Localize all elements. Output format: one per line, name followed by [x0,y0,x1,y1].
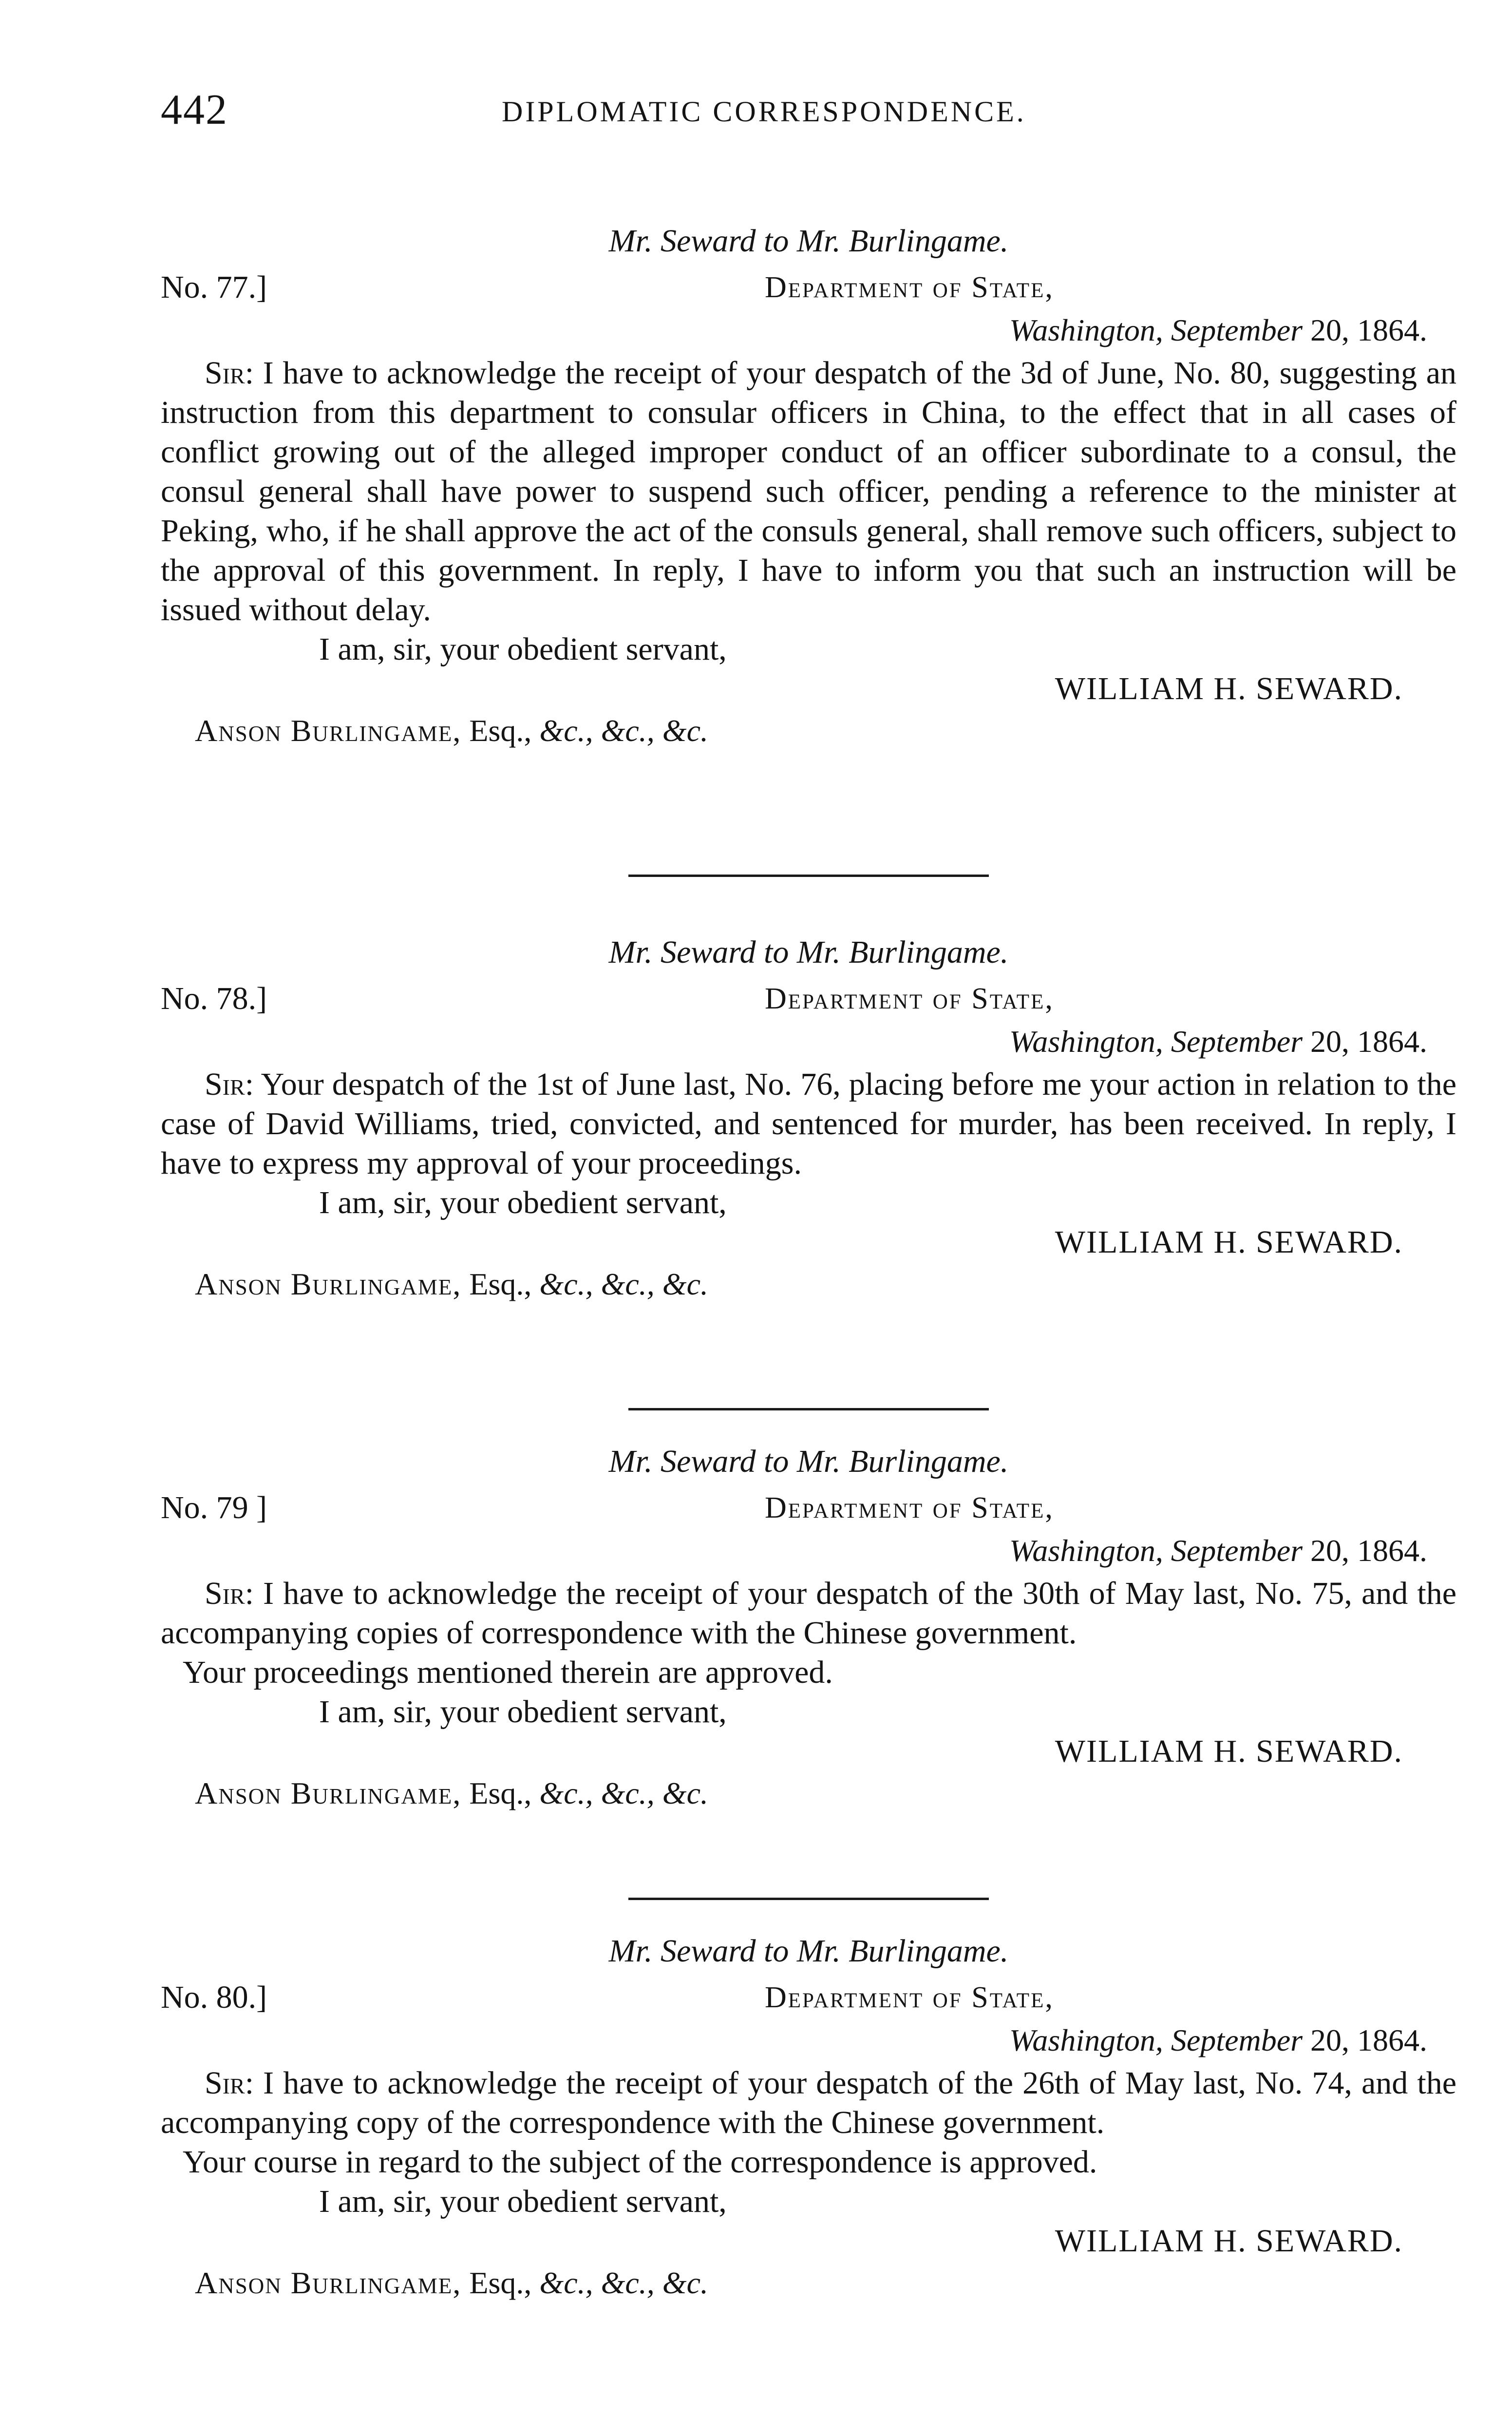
letter-number: No. 77.] [161,269,267,305]
letter-header [161,1976,1456,2063]
letter-body [161,1065,1456,1183]
signature-block [161,669,1456,752]
addressee-title: Esq., [461,2265,540,2300]
dateline-date: 20, 1864. [1303,2023,1427,2057]
addressee-name: Anson Burlingame, [195,1267,462,1301]
dateline [1009,1020,1427,1064]
addressee [195,1773,708,1813]
addressee-title: Esq., [461,1267,540,1301]
body-text: : I have to acknowledge the receipt of your despatch of the 26th of May last, No. 74, and the accompanying copy of the correspondence with the Chinese government. [161,2065,1456,2140]
signature: WILLIAM H. SEWARD. [1055,671,1403,706]
dateline-date: 20, 1864. [1303,1533,1427,1568]
addressee-etc: &c., &c., &c. [539,1776,708,1810]
closing: I am, sir, your obedient servant, [319,1694,727,1730]
dateline [1009,1529,1427,1573]
addressee [195,2263,708,2303]
closing: I am, sir, your obedient servant, [319,1185,727,1220]
addressee-etc: &c., &c., &c. [539,2265,708,2300]
letter-no-77 [161,217,1456,752]
signature: WILLIAM H. SEWARD. [1055,1224,1403,1260]
addressee-etc: &c., &c., &c. [539,1267,708,1301]
section-divider [628,1408,989,1410]
addressee-name: Anson Burlingame, [195,2265,462,2300]
page-number: 442 [161,86,228,133]
second-paragraph: Your proceedings mentioned therein are approved. [183,1655,833,1690]
letter-header [161,266,1456,353]
dateline-date: 20, 1864. [1303,1024,1427,1059]
letter-heading: Mr. Seward to Mr. Burlingame. [608,934,1009,970]
letter-heading: Mr. Seward to Mr. Burlingame. [608,1444,1009,1479]
running-title: DIPLOMATIC CORRESPONDENCE. [502,95,1026,128]
dateline-place: Washington, September [1009,313,1303,347]
letter-heading: Mr. Seward to Mr. Burlingame. [608,223,1009,259]
dateline-date: 20, 1864. [1303,313,1427,347]
dateline-place: Washington, September [1009,2023,1303,2057]
body-text: : I have to acknowledge the receipt of your despatch of the 3d of June, No. 80, suggesting an instruction from this department to consular officers in China, to the effect that in all cases of conflict growing out of the alleged improper conduct of an officer subordinate to a consul, the consul general shall have power to suspend such officer, pending a reference to the minister at Peking, who, if he shall approve the act of the consuls general, shall remove such officers, subject to the approval of this government. In reply, I have to inform you that such an instruction will be issued without delay. [161,355,1456,628]
letter-body [161,353,1456,629]
letter-no-80 [161,1927,1456,2304]
section-divider [628,1898,989,1900]
signature-block [161,1732,1456,1814]
dateline-place: Washington, September [1009,1533,1303,1568]
body-text: : I have to acknowledge the receipt of your despatch of the 30th of May last, No. 75, and the accompanying copies of correspondence with the Chinese government. [161,1576,1456,1651]
signature-block [161,2221,1456,2304]
addressee [195,1264,708,1304]
letter-heading: Mr. Seward to Mr. Burlingame. [608,1933,1009,1969]
section-divider [628,875,989,877]
body-text: : Your despatch of the 1st of June last, No. 76, placing before me your action in relation to the case of David Williams, tried, convicted, and sentenced for murder, has been received. In reply, I have to express my approval of your proceedings. [161,1066,1456,1181]
letter-number: No. 78.] [161,981,267,1016]
letter-header [161,977,1456,1065]
salutation: Sir [205,2065,245,2101]
department-line: Department of State, [765,1491,1054,1524]
addressee-name: Anson Burlingame, [195,1776,462,1810]
dateline [1009,2018,1427,2062]
letter-no-79 [161,1437,1456,1814]
signature: WILLIAM H. SEWARD. [1055,1733,1403,1769]
letter-number: No. 79 ] [161,1490,267,1525]
letter-header [161,1486,1456,1574]
letter-number: No. 80.] [161,1979,267,2015]
signature: WILLIAM H. SEWARD. [1055,2223,1403,2259]
department-line: Department of State, [765,271,1054,304]
salutation: Sir [205,1576,245,1611]
department-line: Department of State, [765,982,1054,1015]
signature-block [161,1222,1456,1305]
salutation: Sir [205,355,245,391]
salutation: Sir [205,1066,245,1102]
letter-body [161,2063,1456,2142]
addressee-etc: &c., &c., &c. [539,713,708,748]
letter-no-78 [161,928,1456,1305]
addressee-name: Anson Burlingame, [195,713,462,748]
dateline-place: Washington, September [1009,1024,1303,1059]
addressee-title: Esq., [461,1776,540,1810]
second-paragraph: Your course in regard to the subject of the correspondence is approved. [183,2144,1097,2180]
closing: I am, sir, your obedient servant, [319,631,727,667]
department-line: Department of State, [765,1981,1054,2014]
letter-body [161,1574,1456,1653]
closing: I am, sir, your obedient servant, [319,2184,727,2219]
addressee-title: Esq., [461,713,540,748]
addressee [195,711,708,750]
running-head [161,85,1456,139]
dateline [1009,308,1427,352]
